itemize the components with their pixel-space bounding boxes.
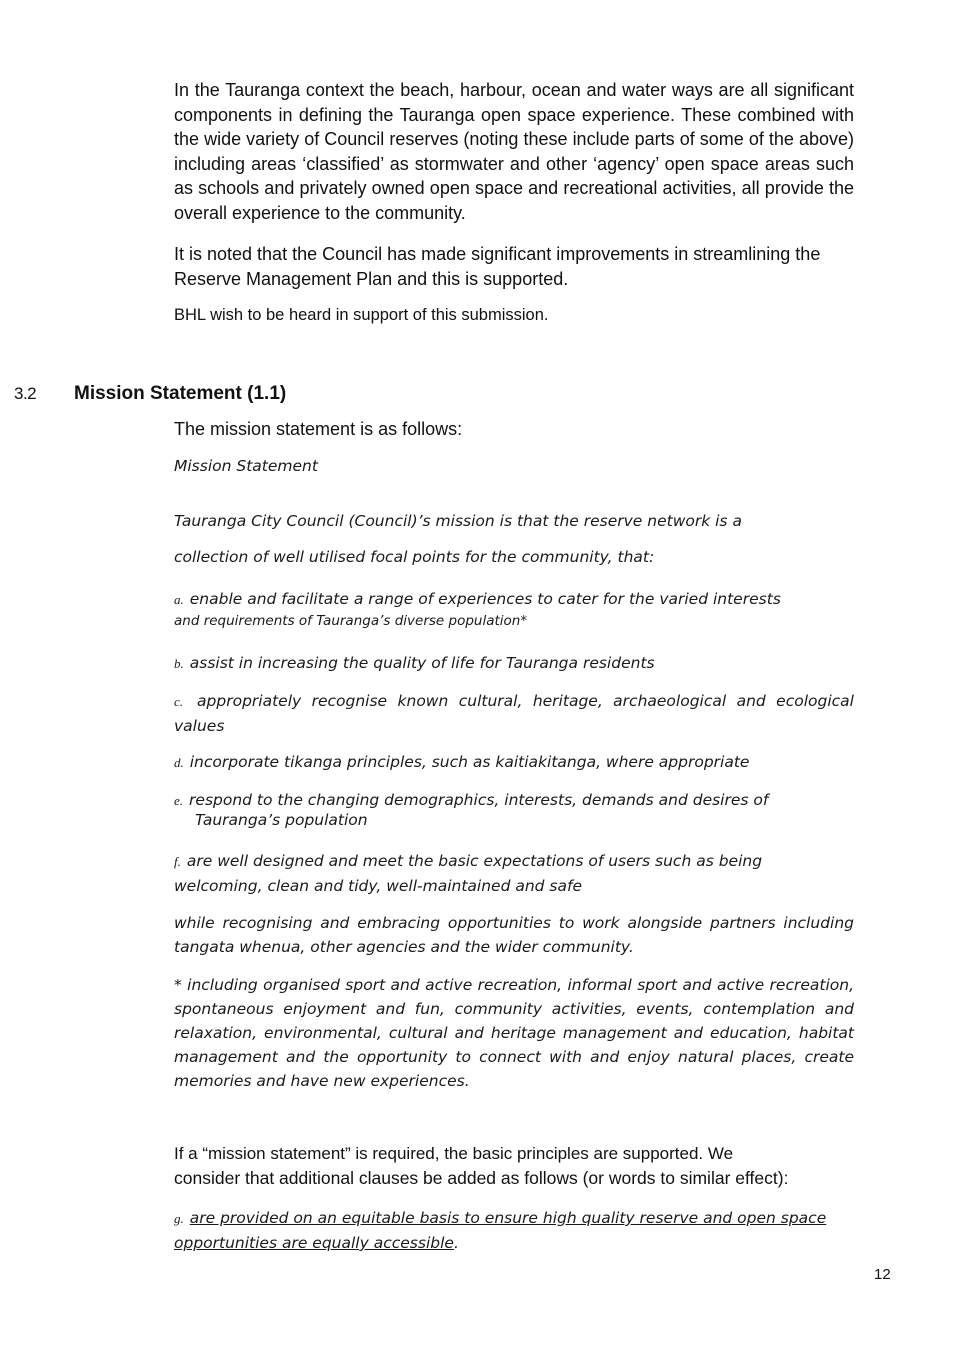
mission-heading: Mission Statement <box>174 457 318 475</box>
response-line-1: If a “mission statement” is required, the basic principles are supported. We <box>174 1144 734 1163</box>
mission-lead-line-1: Tauranga City Council (Council)’s mission is that the reserve network is a <box>174 512 742 530</box>
item-text: are provided on an equitable basis to ensure high quality reserve and open space opportunities are equally accessible <box>174 1209 827 1252</box>
mission-footnote: * including organised sport and active recreation, informal sport and active recreation, spontaneous enjoyment and fun, community activities, events, contemplation and relaxation, environmental, cultural and heritage management and education, habitat management and the opportunity to connect with and enjoy natural places, create memories and have new experiences. <box>174 976 854 1090</box>
intro-paragraph-2: It is noted that the Council has made significant improvements in streamlining the Reserve Management Plan and this is supported. <box>174 244 821 289</box>
item-label: c. <box>174 694 184 709</box>
mission-lead-line-2: collection of well utilised focal points for the community, that: <box>174 548 655 566</box>
response-line-2: consider that additional clauses be added as follows (or words to similar effect): <box>174 1168 789 1188</box>
mission-item-a-continued: and requirements of Tauranga’s diverse population* <box>174 613 528 629</box>
item-text: incorporate tikanga principles, such as kaitiakitanga, where appropriate <box>189 753 750 771</box>
mission-item-f <box>174 849 834 898</box>
mission-item-e <box>174 788 854 813</box>
response-item-g <box>174 1206 854 1255</box>
item-end: . <box>453 1234 459 1252</box>
section-number: 3.2 <box>14 384 37 403</box>
section-title: Mission Statement (1.1) <box>74 383 287 404</box>
mission-closing: while recognising and embracing opportunities to work alongside partners including tangata whenua, other agencies and the wider community. <box>174 914 854 956</box>
intro-paragraph-3: BHL wish to be heard in support of this submission. <box>174 306 549 324</box>
item-text: enable and facilitate a range of experiences to cater for the varied interests <box>189 590 781 608</box>
page-number: 12 <box>874 1266 891 1283</box>
intro-paragraph-1: In the Tauranga context the beach, harbour, ocean and water ways are all significant components in defining the Tauranga open space experience. These combined with the wide variety of Council reserves (noting these include parts of some of the above) including areas ‘classified’ as stormwater and other ‘agency’ open space areas such as schools and privately owned open space and recreational activities, all provide the overall experience to the community. <box>174 80 854 223</box>
item-label: d. <box>174 755 184 770</box>
item-label: e. <box>174 793 184 808</box>
item-text: appropriately recognise known cultural, heritage, archaeological and ecological values <box>174 692 854 735</box>
mission-item-e-continued: Tauranga’s population <box>195 811 368 829</box>
mission-item-d <box>174 750 854 775</box>
mission-item-c <box>174 689 854 738</box>
item-text: are well designed and meet the basic expectations of users such as being welcoming, clean and tidy, well-maintained and safe <box>174 852 763 895</box>
item-text: assist in increasing the quality of life for Tauranga residents <box>189 654 655 672</box>
mission-intro: The mission statement is as follows: <box>174 419 463 439</box>
mission-item-a <box>174 587 854 612</box>
item-label: f. <box>174 854 181 869</box>
mission-item-b <box>174 651 854 676</box>
item-label: b. <box>174 656 184 671</box>
item-label: g. <box>174 1211 184 1226</box>
item-text: respond to the changing demographics, interests, demands and desires of <box>189 791 769 809</box>
item-label: a. <box>174 592 184 607</box>
